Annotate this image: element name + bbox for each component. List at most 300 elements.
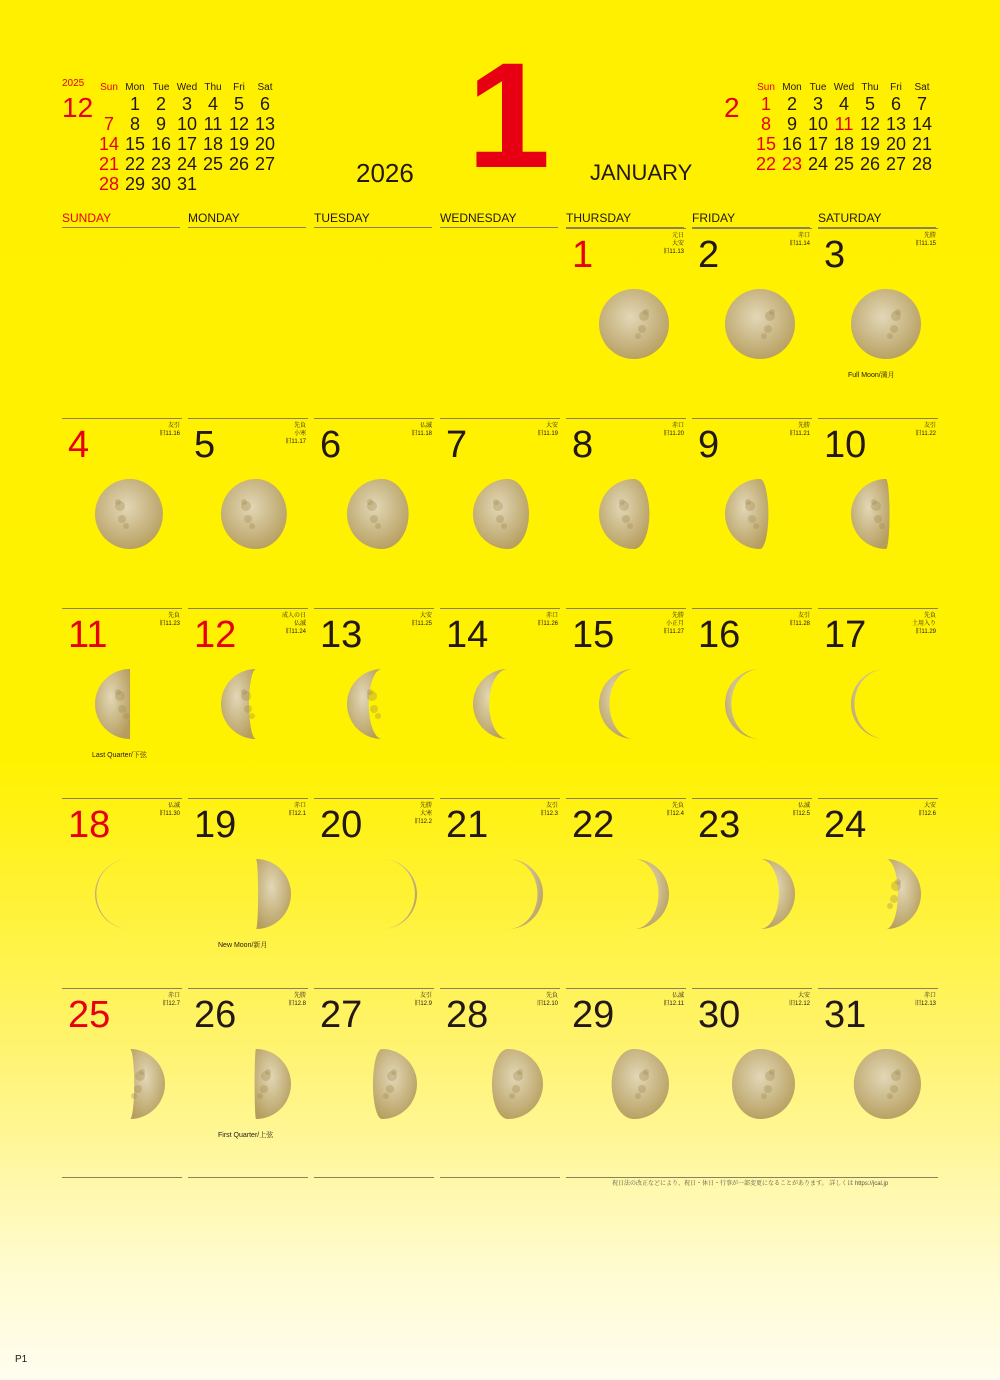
day-cell [692,228,812,418]
annotation-line: 旧11.27 [663,629,684,635]
mini-day: 18 [833,134,855,154]
annotation-line: 先負 [923,613,936,619]
day-annotation [750,992,810,1008]
annotation-line: 赤口 [671,423,684,429]
moon-crater [501,523,507,529]
mini-weekday: Sat [257,82,273,93]
day-rule [440,608,560,609]
annotation-line: 成人の日 [281,613,306,619]
day-rule [188,988,308,989]
annotation-line: 旧12.8 [288,1001,306,1007]
mini-weekday: Mon [125,82,145,93]
day-annotation [246,992,306,1008]
annotation-line: 先勝 [419,803,432,809]
moon-crater [871,499,877,505]
mini-day: 5 [233,94,244,114]
day-rule [62,418,182,419]
moon-icon [848,856,924,932]
annotation-line: 旧12.11 [663,1001,684,1007]
annotation-line: 旧11.20 [663,431,684,437]
day-number: 5 [194,424,216,466]
day-annotation [624,232,684,256]
moon-crater [764,1085,772,1093]
day-number: 14 [446,614,489,656]
day-annotation [498,802,558,818]
mini-day: 23 [781,154,803,174]
mini-weekday: Wed [176,82,198,93]
annotation-line: 先負 [167,613,180,619]
moon-lit-area [599,479,649,549]
moon-crater [627,523,633,529]
weekday-header-monday: MONDAY [188,211,306,228]
moon-lit-area [130,1049,165,1119]
mini-day: 6 [890,94,901,114]
moon-icon [344,856,420,932]
annotation-line: 旧11.23 [159,621,180,627]
moon-lit-area [382,859,417,929]
annotation-line: 旧11.24 [285,629,306,635]
moon-lit-area [612,1049,669,1119]
year-label: 2026 [356,158,414,188]
day-annotation [624,612,684,636]
moon-lit-area [851,669,886,739]
mini-day: 19 [228,134,250,154]
day-cell [818,798,938,988]
day-annotation [372,612,432,628]
mini-day: 29 [124,174,146,194]
day-rule [566,608,686,609]
weekday-header-sunday: SUNDAY [62,211,180,228]
day-annotation [624,422,684,438]
day-number: 19 [194,804,237,846]
footer-rule [314,1177,434,1178]
annotation-line: 先負 [545,993,558,999]
annotation-line: 大安 [671,241,684,247]
moon-crater [895,309,901,315]
annotation-line: 旧12.2 [414,819,432,825]
moon-crater [123,713,129,719]
mini-day [252,174,278,194]
moon-crater [748,515,756,523]
day-rule [440,418,560,419]
annotation-line: 土用入り [911,621,936,627]
moon-icon [722,476,798,552]
annotation-line: 仏滅 [671,993,684,999]
mini-day: 1 [129,94,140,114]
day-number: 7 [446,424,468,466]
annotation-line: 旧12.10 [536,1001,558,1007]
moon-lit-area [221,479,287,549]
annotation-line: 旧12.5 [792,811,810,817]
day-rule [62,988,182,989]
mini-day: 18 [202,134,224,154]
moon-crater [244,515,252,523]
moon-crater [493,499,499,505]
page-number: P1 [15,1354,28,1365]
moon-crater [241,689,247,695]
moon-lit-area [373,1049,417,1119]
mini-day: 27 [254,154,276,174]
day-number: 17 [824,614,867,656]
moon-crater [118,705,126,713]
moon-crater [517,1069,523,1075]
moon-icon [596,856,672,932]
day-annotation [876,802,936,818]
annotation-line: 大安 [545,423,558,429]
moon-crater [638,1085,646,1093]
mini-day: 26 [228,154,250,174]
day-annotation [246,802,306,818]
day-number: 4 [68,424,90,466]
day-rule [188,608,308,609]
day-cell [188,798,308,988]
mini-day: 31 [176,174,198,194]
moon-icon [92,476,168,552]
annotation-line: 先勝 [293,993,306,999]
mini-weekday: Fri [233,82,245,93]
day-cell [188,988,308,1178]
annotation-line: 友引 [923,423,936,429]
day-rule [62,608,182,609]
moon-phase-label: Full Moon/満月 [848,372,895,379]
annotation-line: 旧11.29 [915,629,936,635]
day-annotation [876,232,936,248]
day-annotation [498,612,558,628]
moon-icon [470,856,546,932]
day-annotation [120,422,180,438]
day-annotation [120,802,180,818]
day-annotation [372,992,432,1008]
day-number: 9 [698,424,720,466]
moon-icon [596,666,672,742]
weekday-header-friday: FRIDAY [692,211,810,228]
mini-day: 5 [864,94,875,114]
annotation-line: 大安 [419,613,432,619]
moon-lit-area [599,289,669,359]
annotation-line: 仏滅 [797,803,810,809]
mini-day: 4 [207,94,218,114]
annotation-line: 旧11.21 [789,431,810,437]
moon-crater [391,1069,397,1075]
day-rule [566,798,686,799]
mini-day [200,174,226,194]
moon-crater [761,333,767,339]
annotation-line: 友引 [419,993,432,999]
moon-crater [367,689,373,695]
day-number: 13 [320,614,363,656]
annotation-line: 先勝 [923,233,936,239]
day-annotation [750,802,810,818]
moon-lit-area [725,669,760,739]
annotation-line: 赤口 [293,803,306,809]
mini-day: 12 [859,114,881,134]
day-cell [818,988,938,1178]
day-cell [440,988,560,1178]
moon-crater [249,713,255,719]
annotation-line: 友引 [797,613,810,619]
weekday-header-saturday: SATURDAY [818,211,936,228]
moon-crater [241,499,247,505]
mini-day: 17 [807,134,829,154]
mini-day: 17 [176,134,198,154]
mini-weekday: Mon [782,82,802,93]
day-number: 26 [194,994,237,1036]
day-number: 31 [824,994,867,1036]
moon-crater [887,1093,893,1099]
mini-day: 15 [755,134,777,154]
day-rule [692,608,812,609]
day-number: 28 [446,994,489,1036]
mini-day: 16 [781,134,803,154]
day-number: 22 [572,804,615,846]
day-cell [188,418,308,608]
day-rule [818,608,938,609]
moon-crater [265,1069,271,1075]
moon-icon [722,1046,798,1122]
mini-day: 12 [228,114,250,134]
annotation-line: 大安 [923,803,936,809]
moon-lit-area [851,479,890,549]
mini-day: 8 [129,114,140,134]
day-rule [440,988,560,989]
annotation-line: 旧12.4 [666,811,684,817]
annotation-line: 旧12.3 [540,811,558,817]
mini-day: 30 [150,174,172,194]
day-number: 27 [320,994,363,1036]
moon-icon [92,1046,168,1122]
mini-day: 10 [807,114,829,134]
day-cell [440,798,560,988]
annotation-line: 旧12.12 [788,1001,810,1007]
mini-day [226,174,252,194]
day-cell [692,608,812,798]
day-annotation [372,802,432,826]
mini-day: 15 [124,134,146,154]
annotation-line: 旧11.19 [537,431,558,437]
day-annotation [750,422,810,438]
mini-day [96,94,122,114]
mini-day: 14 [98,134,120,154]
moon-crater [386,1085,394,1093]
moon-lit-area [725,289,795,359]
moon-crater [370,705,378,713]
moon-crater [131,1093,137,1099]
day-annotation [624,802,684,818]
annotation-line: 旧11.16 [159,431,180,437]
day-number: 16 [698,614,741,656]
moon-icon [470,476,546,552]
day-rule [818,798,938,799]
moon-icon [344,1046,420,1122]
day-cell [188,608,308,798]
moon-lit-area [851,289,921,359]
day-annotation [120,612,180,628]
annotation-line: 先負 [671,803,684,809]
moon-crater [370,515,378,523]
mini-day: 26 [859,154,881,174]
annotation-line: 赤口 [167,993,180,999]
day-rule [566,228,686,229]
annotation-line: 旧12.13 [914,1001,936,1007]
footnote: 祝日法の改正などにより、祝日・休日・行事が一部変更になることがあります。 詳しくは https://jcal.jp [612,1181,889,1187]
mini-day: 20 [885,134,907,154]
moon-crater [244,705,252,713]
annotation-line: 大寒 [419,811,432,817]
day-cell [62,988,182,1178]
mini-day: 13 [885,114,907,134]
moon-lit-area [256,859,291,929]
day-number: 10 [824,424,867,466]
annotation-line: 元日 [671,233,684,239]
day-annotation [876,422,936,438]
moon-lit-area [255,1049,291,1119]
moon-crater [745,499,751,505]
mini-day: 11 [203,114,223,134]
annotation-line: 旧11.26 [537,621,558,627]
moon-crater [887,903,893,909]
mini-weekday: Sat [914,82,930,93]
moon-lit-area [95,479,163,549]
moon-icon [218,1046,294,1122]
day-rule [818,228,938,229]
moon-crater [874,515,882,523]
moon-icon [848,1046,924,1122]
annotation-line: 旧12.9 [414,1001,432,1007]
day-cell [566,798,686,988]
day-annotation [876,992,936,1008]
day-number: 15 [572,614,615,656]
day-annotation [750,232,810,248]
moon-crater [123,523,129,529]
mini-day: 13 [254,114,276,134]
annotation-line: 友引 [545,803,558,809]
day-cell [818,608,938,798]
moon-crater [890,895,898,903]
moon-crater [512,1085,520,1093]
moon-crater [115,499,121,505]
moon-crater [895,1069,901,1075]
annotation-line: 旧11.17 [285,439,306,445]
day-cell [566,228,686,418]
mini-day: 20 [254,134,276,154]
annotation-line: 仏滅 [293,621,306,627]
mini-weekday: Thu [861,82,879,93]
moon-crater [375,713,381,719]
mini-day: 21 [911,134,933,154]
mini-day: 19 [859,134,881,154]
mini-day: 11 [834,114,854,134]
moon-crater [887,333,893,339]
moon-lit-area [95,669,130,739]
moon-lit-area [854,1049,921,1119]
mini-day: 23 [150,154,172,174]
moon-icon [218,666,294,742]
mini-day: 9 [786,114,797,134]
mini-day: 6 [259,94,270,114]
footer-rule [62,1177,182,1178]
moon-lit-area [347,479,409,549]
day-rule [62,798,182,799]
footer-rule [440,1177,560,1178]
moon-crater [134,1085,142,1093]
day-rule [188,798,308,799]
annotation-line: 旧12.7 [162,1001,180,1007]
moon-lit-area [473,669,508,739]
mini-day: 10 [176,114,198,134]
moon-crater [118,515,126,523]
day-cell [62,608,182,798]
annotation-line: 赤口 [797,233,810,239]
day-number: 20 [320,804,363,846]
day-annotation [498,992,558,1008]
annotation-line: 赤口 [545,613,558,619]
mini-day: 3 [812,94,823,114]
annotation-line: 旧11.18 [411,431,432,437]
annotation-line: 小正月 [665,621,684,627]
moon-crater [383,1093,389,1099]
day-cell [314,798,434,988]
moon-crater [622,515,630,523]
day-rule [314,988,434,989]
mini-weekday: Sun [757,82,775,93]
moon-crater [643,309,649,315]
mini-weekday: Wed [833,82,855,93]
day-rule [314,608,434,609]
moon-crater [635,1093,641,1099]
annotation-line: 旧11.15 [915,241,936,247]
month-number: 1 [467,31,551,199]
moon-crater [257,1093,263,1099]
mini-day: 7 [916,94,927,114]
moon-crater [496,515,504,523]
moon-icon [470,1046,546,1122]
moon-icon [848,476,924,552]
day-number: 25 [68,994,111,1036]
day-annotation [246,422,306,446]
day-cell [440,608,560,798]
day-rule [692,418,812,419]
day-annotation [876,612,936,636]
moon-crater [115,689,121,695]
moon-icon [92,856,168,932]
moon-icon [344,666,420,742]
annotation-line: 旧11.30 [159,811,180,817]
moon-crater [761,1093,767,1099]
moon-lit-area [347,669,382,739]
day-rule [440,798,560,799]
weekday-header-tuesday: TUESDAY [314,211,432,228]
annotation-line: 先勝 [671,613,684,619]
annotation-line: 仏滅 [419,423,432,429]
moon-crater [260,1085,268,1093]
day-rule [818,988,938,989]
moon-icon [722,856,798,932]
day-number: 3 [824,234,846,276]
mini-next-grid [753,81,935,174]
moon-lit-area [599,669,634,739]
mini-day: 24 [807,154,829,174]
annotation-line: 先勝 [797,423,810,429]
moon-icon [596,1046,672,1122]
mini-weekday: Sun [100,82,118,93]
day-cell [314,418,434,608]
mini-day: 22 [124,154,146,174]
mini-day: 2 [155,94,166,114]
day-rule [314,418,434,419]
moon-lit-area [95,859,130,929]
weekday-header-thursday: THURSDAY [566,211,684,228]
moon-lit-area [508,859,543,929]
